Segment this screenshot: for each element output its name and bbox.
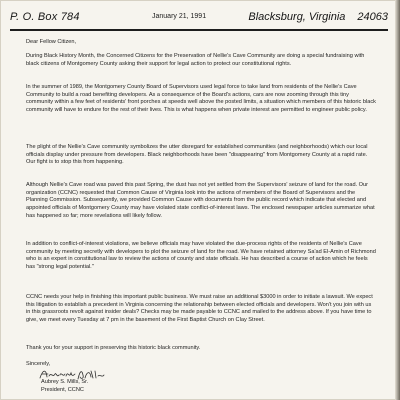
po-box: P. O. Box 784 xyxy=(10,11,80,23)
salutation: Dear Fellow Citizen, xyxy=(26,39,77,45)
city-state: Blacksburg, Virginia xyxy=(248,11,346,23)
paragraph-history: In the summer of 1989, the Montgomery County Board of Supervisors used legal force to take land from residents of the Nellie's Cave Community to build a road benefiting developers. As a consequence of the Board's actions, cars are now zooming through this tiny community within a few feet of residents' front porches at speeds well above the posted limits, a situation which members of this historic black community will have to endure for the rest of their lives. This is what happens when private interest are permitted to engineer public policy. xyxy=(26,84,376,114)
paragraph-appeal: CCNC needs your help in finishing this important public business. We must raise an additional $3000 in order to initiate a lawsuit. We expect this litigation to establish a precedent in Virginia concerning the relationship between elected officials and developers. Won't you join with us in this grassroots revolt against insider deals? Checks may be made payable to CCNC and mailed to the address above. If you have time to give, we meet every Tuesday at 7 pm in the basement of the First Baptist Church on Clay Street. xyxy=(26,294,373,324)
letterhead-location xyxy=(248,11,388,23)
letter-date: January 21, 1991 xyxy=(152,13,207,20)
paragraph-due-process: In addition to conflict-of-interest violations, we believe officials may have violated the due-process rights of the residents of Nellie's Cave community by meeting secretly with developers to plot the seizure of land for the road. We have retained attorney Sa'ad El-Amin of Richmond who is an expert in constitutional law to review the actions of county and state officials. He has described a course of action which he feels has "strong legal potential." xyxy=(26,241,376,271)
signer-title: President, CCNC xyxy=(41,387,84,393)
closing: Sincerely, xyxy=(26,361,51,367)
paragraph-plight: The plight of the Nellie's Cave community symbolizes the utter disregard for established communities (and neighborhoods) which our local officials display under pressure from developers. Black neighborhoods have been "disappearing" from Montgomery County at a rapid rate. Our fight is to stop this from happening. xyxy=(26,144,368,166)
signer-name: Aubrey S. Mills, Sr. xyxy=(41,379,89,385)
zip-code: 24063 xyxy=(357,11,388,23)
letterhead xyxy=(10,9,388,31)
thank-you-line: Thank you for your support in preserving this historic black community. xyxy=(26,345,201,351)
page-edge-shadow xyxy=(395,0,400,400)
paragraph-intro: During Black History Month, the Concerned Citizens for the Preservation of Nellie's Cave Community are doing a special fundraising with black citizens of Montgomery County asking their support for legal action to protect our constitutional rights. xyxy=(26,53,365,67)
paragraph-investigation: Although Nellie's Cave road was paved this past Spring, the dust has not yet settled from the Supervisors' seizure of land for the road. Our organization (CCNC) requested that Common Cause of Virginia look into the actions of members of the Board of Supervisors and the Planning Commission. Subsequently, we provided Common Cause with documents from the public record which indicate that elected and appointed officials of Montgomery County may have violated state conflict-of-interest laws. The enclosed newspaper articles summarize what has happened so far; more revelations will likely follow. xyxy=(26,182,375,219)
